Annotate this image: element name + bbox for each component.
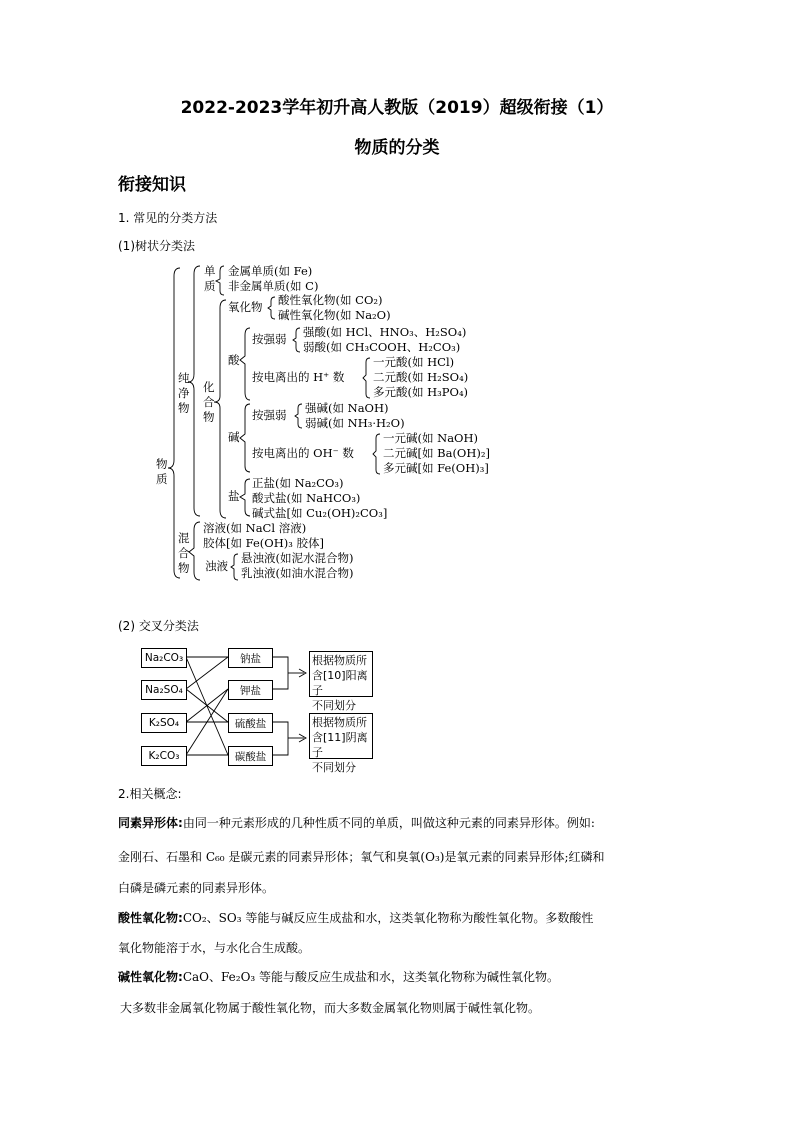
concept-line: 白磷是磷元素的同素异形体。 — [118, 881, 275, 895]
tree-di-base: 二元碱[如 Ba(OH)₂] — [383, 446, 490, 460]
concept-base-oxide: 碱性氧化物:CaO、Fe₂O₃ 等能与酸反应生成盐和水，这类氧化物称为碱性氧化物。 — [118, 970, 560, 984]
concept-line: 氧化物能溶于水，与水化合生成酸。 — [118, 941, 311, 955]
concept-acid-oxide: 酸性氧化物:CO₂、SO₃ 等能与碱反应生成盐和水，这类氧化物称为酸性氧化物。多数酸性 — [118, 911, 594, 925]
tree-element-char: 质 — [204, 279, 216, 293]
tree-di-acid: 二元酸(如 H₂SO₄) — [373, 370, 469, 384]
tree-weak-base: 弱碱(如 NH₃·H₂O) — [305, 416, 405, 430]
page-title: 2022-2023学年初升高人教版（2019）超级衔接（1） — [180, 98, 614, 118]
tree-oxide: 氧化物 — [228, 300, 263, 314]
tree-strong-base: 强碱(如 NaOH) — [305, 401, 389, 415]
tree-suspension: 悬浊液(如泥水混合物) — [241, 551, 354, 565]
tree-element-char: 单 — [204, 264, 216, 278]
cross-left-box: K₂SO₄ — [141, 713, 187, 733]
tree-mono-acid: 一元酸(如 HCl) — [373, 355, 455, 369]
tree-mixture-char: 混 — [178, 531, 190, 545]
tree-base-strength: 按强弱 — [252, 408, 287, 422]
tree-pure-char: 纯 — [178, 371, 190, 385]
concept-term: 碱性氧化物: — [118, 970, 183, 984]
tree-root-char: 质 — [156, 472, 168, 486]
cross-left-box: Na₂SO₄ — [141, 680, 187, 700]
tree-base: 碱 — [228, 430, 240, 444]
tree-colloid: 胶体[如 Fe(OH)₃ 胶体] — [203, 536, 324, 550]
tree-poly-base: 多元碱[如 Fe(OH)₃] — [383, 461, 489, 475]
tree-mixture-char: 物 — [178, 561, 190, 575]
tree-mixture-char: 合 — [178, 546, 190, 560]
tree-acid-strength: 按强弱 — [252, 332, 287, 346]
section-heading: 衔接知识 — [118, 175, 186, 195]
tree-acid-salt: 酸式盐(如 NaHCO₃) — [252, 491, 361, 505]
tree-mono-base: 一元碱(如 NaOH) — [383, 431, 479, 445]
cross-right-box: 硫酸盐 — [228, 713, 273, 733]
tree-base-oxide: 碱性氧化物(如 Na₂O) — [278, 308, 391, 322]
tree-nonmetal: 非金属单质(如 C) — [228, 279, 319, 293]
tree-turbid: 浊液 — [205, 559, 228, 573]
tree-basic-salt: 碱式盐[如 Cu₂(OH)₂CO₃] — [252, 506, 388, 520]
cross-note-anion: 根据物质所 含[11]阴离子 不同划分 — [309, 713, 373, 759]
tree-emulsion: 乳浊液(如油水混合物) — [241, 566, 354, 580]
tree-normal-salt: 正盐(如 Na₂CO₃) — [252, 476, 344, 490]
tree-solution: 溶液(如 NaCl 溶液) — [203, 521, 307, 535]
concept-line: 大多数非金属氧化物属于酸性氧化物，而大多数金属氧化物则属于碱性氧化物。 — [120, 1001, 541, 1015]
concept-line: 金刚石、石墨和 C₆₀ 是碳元素的同素异形体；氧气和臭氧(O₃)是氧元素的同素异形体;红磷和 — [118, 850, 605, 864]
cross-right-box: 钠盐 — [228, 648, 273, 668]
tree-acid-h: 按电离出的 H⁺ 数 — [252, 370, 345, 384]
tree-method-label: (1)树状分类法 — [118, 239, 195, 253]
page-subtitle: 物质的分类 — [354, 138, 440, 158]
cross-method-label: (2) 交叉分类法 — [118, 619, 199, 633]
methods-label: 1. 常见的分类方法 — [118, 211, 218, 225]
tree-root-char: 物 — [156, 457, 168, 471]
tree-compound-char: 合 — [203, 395, 215, 409]
tree-pure-char: 物 — [178, 401, 190, 415]
cross-left-box: K₂CO₃ — [141, 746, 187, 766]
cross-right-box: 碳酸盐 — [228, 746, 273, 766]
concept-term: 同素异形体: — [118, 816, 183, 830]
tree-strong-acid: 强酸(如 HCl、HNO₃、H₂SO₄) — [303, 325, 467, 339]
tree-salt: 盐 — [228, 489, 240, 503]
tree-acid-oxide: 酸性氧化物(如 CO₂) — [278, 293, 383, 307]
cross-note-cation: 根据物质所 含[10]阳离子 不同划分 — [309, 651, 373, 697]
tree-compound-char: 物 — [203, 410, 215, 424]
tree-base-oh: 按电离出的 OH⁻ 数 — [252, 446, 354, 460]
tree-compound-char: 化 — [203, 380, 215, 394]
tree-acid: 酸 — [228, 353, 240, 367]
concept-allotrope: 同素异形体:由同一种元素形成的几种性质不同的单质，叫做这种元素的同素异形体。例如: — [118, 816, 595, 830]
tree-pure-char: 净 — [178, 386, 190, 400]
concepts-label: 2.相关概念: — [118, 787, 182, 801]
cross-right-box: 钾盐 — [228, 680, 273, 700]
concept-term: 酸性氧化物: — [118, 911, 183, 925]
cross-left-box: Na₂CO₃ — [141, 648, 187, 668]
tree-weak-acid: 弱酸(如 CH₃COOH、H₂CO₃) — [303, 340, 461, 354]
tree-metal: 金属单质(如 Fe) — [228, 264, 313, 278]
tree-tri-acid: 多元酸(如 H₃PO₄) — [373, 385, 469, 399]
